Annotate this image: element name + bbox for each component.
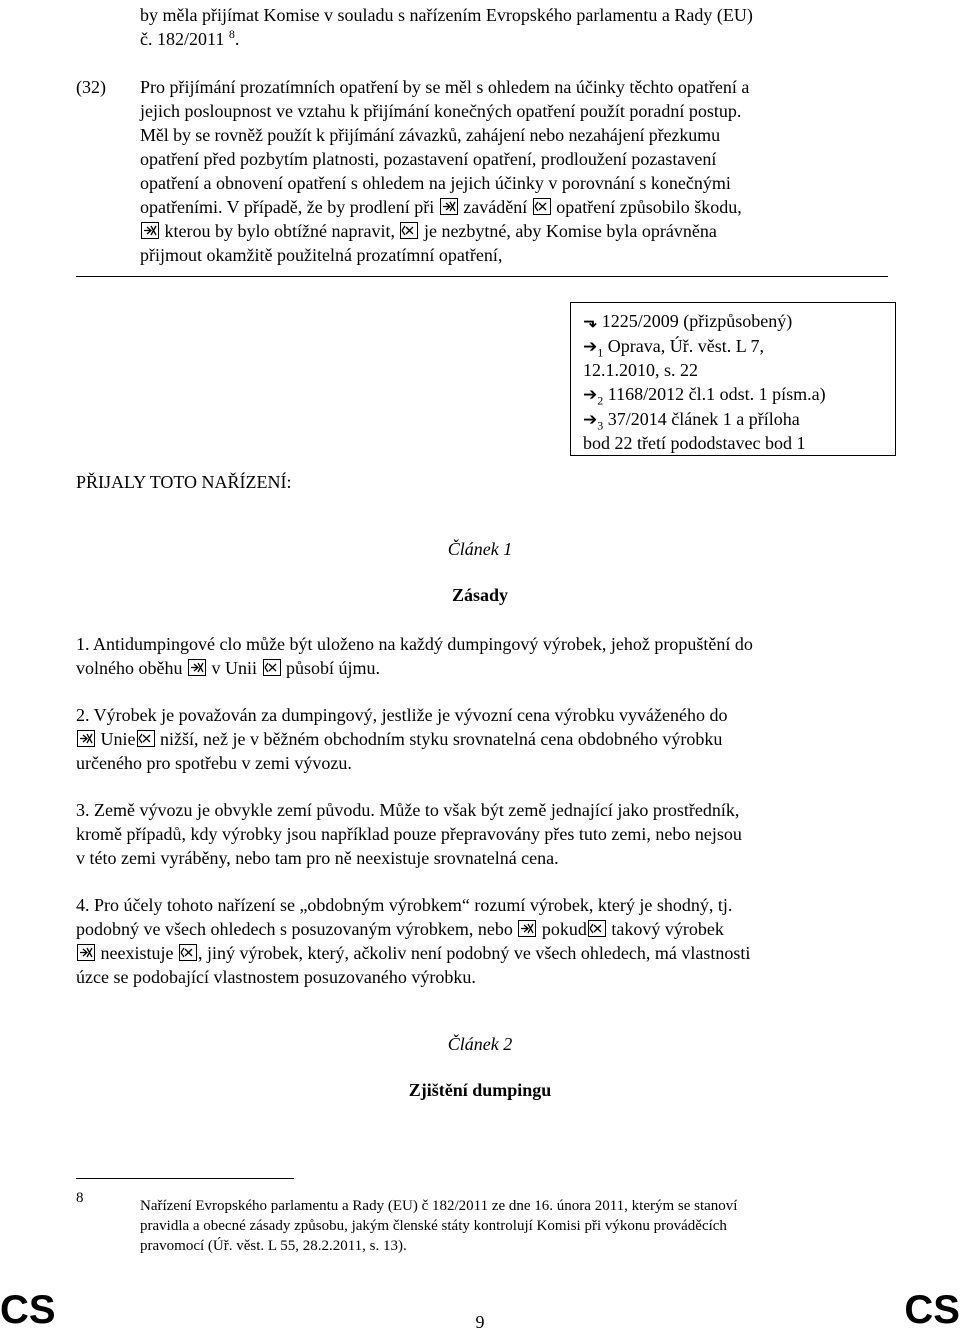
delete-marker-icon (588, 920, 606, 937)
paragraph-line: volného oběhu v Unii působí újmu. (76, 658, 381, 678)
delete-marker-icon (533, 198, 551, 215)
top-text-line: by měla přijímat Komise v souladu s nařízením Evropského parlamentu a Rady (EU) (140, 5, 753, 25)
top-text-line: č. 182/2011 $^8$. (140, 27, 240, 49)
paragraph-line: podobný ve všech ohledech s posuzovaným výrobkem, nebo pokud takový výrobek (76, 919, 724, 939)
reference-line: 12.1.2010, s. 22 (583, 360, 699, 380)
recital-number: (32) (76, 77, 106, 97)
paragraph-line: 3. Země vývozu je obvykle zemí původu. Může to však být země jednající jako prostředník, (76, 800, 740, 820)
page-number: 9 (475, 1312, 485, 1332)
paragraph-line: úzce se podobající vlastnostem posuzovaného výrobku. (76, 967, 476, 987)
recital-line: opatření a obnovení opatření s ohledem na jejich účinky v porovnání s konečnými (140, 173, 731, 193)
paragraph-line: Unie nižší, než je v běžném obchodním styku srovnatelná cena obdobného výrobku (76, 727, 888, 751)
delete-marker-icon (400, 222, 418, 239)
recital-line: přijmout okamžitě použitelná prozatímní opatření, (140, 245, 503, 265)
article-heading: Článek 2 (447, 1034, 513, 1054)
paragraph-line: určeného pro spotřebu v zemi vývozu. (76, 753, 352, 773)
section-divider (76, 276, 888, 277)
language-code-right: CS (904, 1288, 960, 1332)
insert-marker-icon (188, 659, 206, 676)
delete-marker-icon (263, 659, 281, 676)
footnote-line: Nařízení Evropského parlamentu a Rady (EU) č 182/2011 ze dne 16. února 2011, kterým se stanoví (140, 1198, 738, 1214)
delete-marker-icon (179, 944, 197, 961)
recital-line: Měl by se rovněž použít k přijímání závazků, zahájení nebo nezahájení přezkumu (140, 125, 720, 145)
recital-line: Pro přijímání prozatímních opatření by se měl s ohledem na účinky těchto opatření a (140, 77, 750, 97)
article-heading: Článek 1 (447, 539, 513, 559)
insert-marker-icon (77, 730, 95, 747)
reference-line: $➔_2$ 1168/2012 čl.1 odst. 1 písm.a) (583, 384, 826, 408)
article-title: Zjištění dumpingu (408, 1080, 552, 1100)
reference-box (570, 302, 896, 456)
reference-line: $➔_1$ Oprava, Úř. věst. L 7, (583, 336, 765, 360)
delete-marker-icon (137, 730, 155, 747)
paragraph-line: v této zemi vyráběny, nebo tam pro ně neexistuje srovnatelná cena. (76, 848, 559, 868)
footnote-separator (76, 1178, 294, 1179)
reference-line: ⬎ 1225/2009 (přizpůsobený) (583, 311, 793, 332)
paragraph-line: 4. Pro účely tohoto nařízení se „obdobným výrobkem“ rozumí výrobek, který je shodný, tj. (76, 895, 733, 915)
language-code-left: CS (0, 1288, 56, 1332)
insert-marker-icon (141, 222, 159, 239)
footnote-number: 8 (76, 1190, 84, 1206)
footnote-line: pravidla a obecné zásady způsobu, jakým členské státy kontrolují Komisi při výkonu prováděcích (140, 1218, 727, 1234)
paragraph-line: 2. Výrobek je považován za dumpingový, jestliže je vývozní cena výrobku vyváženého do (76, 705, 728, 725)
paragraph-line: 1. Antidumpingové clo může být uloženo na každý dumpingový výrobek, jehož propuštění do (76, 634, 753, 654)
article-title: Zásady (451, 585, 509, 605)
right-arrow-icon: ➔ (583, 410, 598, 430)
enacting-formula: PŘIJALY TOTO NAŘÍZENÍ: (76, 472, 292, 492)
down-arrow-icon: ⬎ (583, 312, 598, 332)
paragraph-line: kromě případů, kdy výrobky jsou například pouze přepravovány přes tuto zemi, nebo nejsou (76, 824, 742, 844)
reference-line: bod 22 třetí pododstavec bod 1 (583, 433, 806, 453)
insert-marker-icon (440, 198, 458, 215)
reference-line: $➔_3$ 37/2014 článek 1 a příloha (583, 409, 800, 433)
recital-line: jejich posloupnost ve vztahu k přijímání konečných opatření použít poradní postup. (140, 101, 742, 121)
recital-line: opatření před pozbytím platnosti, pozastavení opatření, prodloužení pozastavení (140, 149, 717, 169)
right-arrow-icon: ➔ (583, 337, 598, 357)
footnote-line: pravomocí (Úř. věst. L 55, 28.2.2011, s. 13). (140, 1238, 407, 1254)
paragraph-line: neexistuje , jiný výrobek, který, ačkoliv není podobný ve všech ohledech, má vlastnosti (76, 941, 888, 965)
insert-marker-icon (518, 920, 536, 937)
recital-line: kterou by bylo obtížné napravit, je nezbytné, aby Komise byla oprávněna (140, 219, 890, 243)
footnote-ref[interactable]: 8 (228, 27, 235, 41)
recital-line: opatřeními. V případě, že by prodlení při zavádění opatření způsobilo škodu, (140, 197, 742, 217)
right-arrow-icon: ➔ (583, 385, 598, 405)
insert-marker-icon (77, 944, 95, 961)
